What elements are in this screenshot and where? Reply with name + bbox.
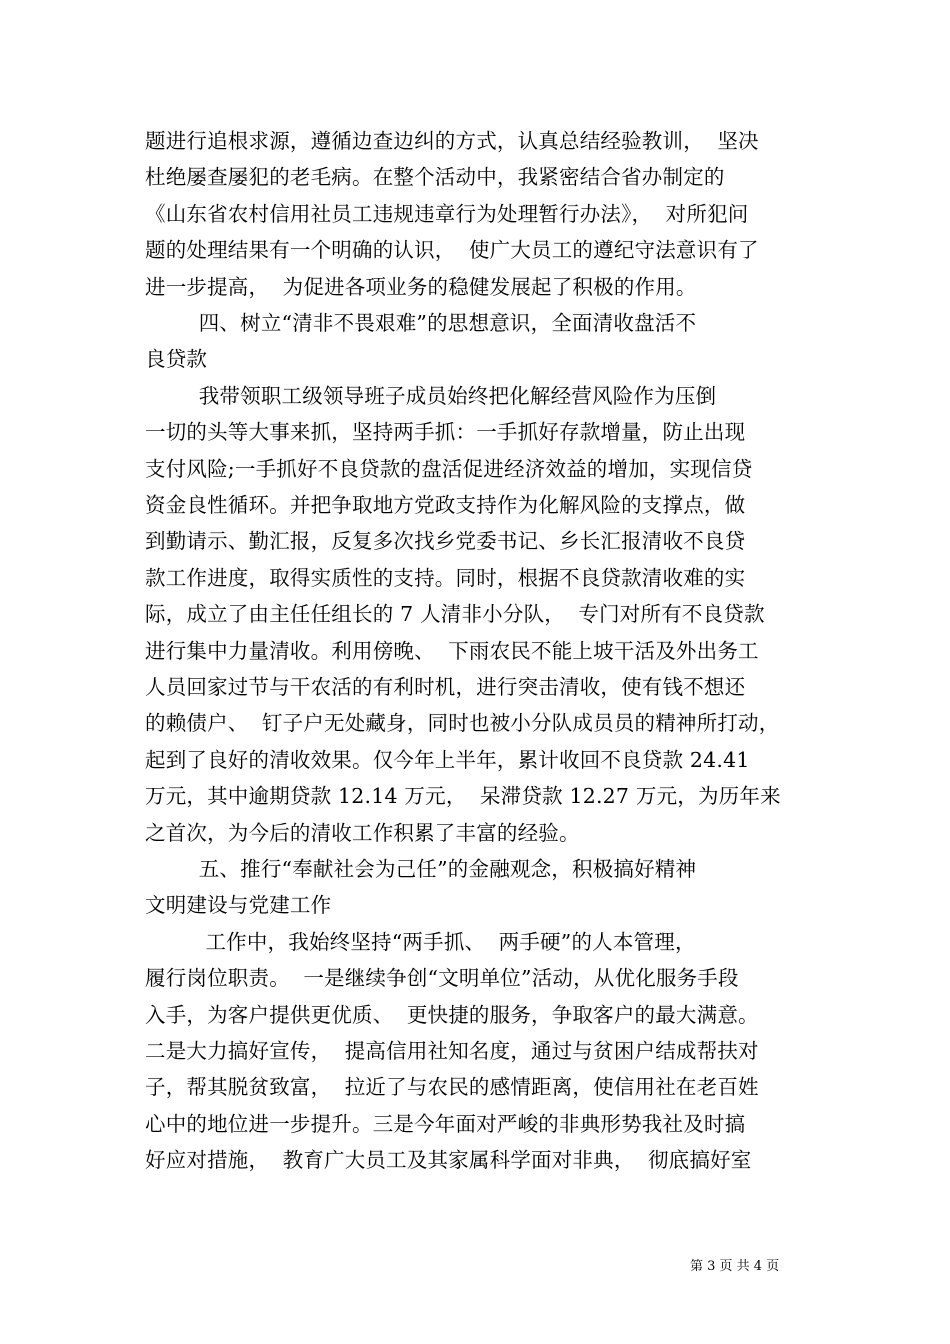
text-line: 文明建设与党建工作 <box>145 893 332 918</box>
text-line: 支付风险;一手抓好不良贷款的盘活促进经济效益的增加，实现信贷 <box>145 456 753 481</box>
text-line: 万元，其中逾期贷款 12.14 万元， 呆滞贷款 12.27 万元，为历年来 <box>145 784 781 809</box>
text-line: 五、推行“奉献社会为己任”的金融观念，积极搞好精神 <box>145 857 697 881</box>
text-line: 之首次，为今后的清收工作积累了丰富的经验。 <box>145 820 580 845</box>
text-line: 良贷款 <box>145 347 208 372</box>
text-line: 心中的地位进一步提升。三是今年面对严峻的非典形势我社及时搞 <box>145 1111 746 1136</box>
text-line: 工作中，我始终坚持“两手抓、 两手硬”的人本管理， <box>145 929 696 954</box>
text-line: 好应对措施， 教育广大员工及其家属科学面对非典， 彻底搞好室 <box>145 1148 752 1173</box>
text-line: 一切的头等大事来抓，坚持两手抓：一手抓好存款增量，防止出现 <box>145 420 746 445</box>
text-line: 子，帮其脱贫致富， 拉近了与农民的感情距离，使信用社在老百姓 <box>145 1075 759 1100</box>
text-line: 题的处理结果有一个明确的认识， 使广大员工的遵纪守法意识有了 <box>145 238 759 263</box>
page-number: 第 3 页 共 4 页 <box>690 1259 780 1274</box>
text-line: 入手，为客户提供更优质、 更快捷的服务，争取客户的最大满意。 <box>145 1002 759 1027</box>
text-line: 《山东省农村信用社员工违规违章行为处理暂行办法》， 对所犯问 <box>145 201 749 226</box>
text-line: 题进行追根求源，遵循边查边纠的方式，认真总结经验教训， 坚决 <box>145 129 759 153</box>
text-line: 进一步提高， 为促进各项业务的稳健发展起了积极的作用。 <box>145 274 697 299</box>
text-line: 杜绝屡查屡犯的老毛病。在整个活动中，我紧密结合省办制定的 <box>145 165 725 190</box>
text-line: 起到了良好的清收效果。仅今年上半年，累计收回不良贷款 24.41 <box>145 747 750 772</box>
text-line: 进行集中力量清收。利用傍晚、 下雨农民不能上坡干活及外出务工 <box>145 638 759 663</box>
text-line: 际，成立了由主任任组长的 7 人清非小分队， 专门对所有不良贷款 <box>145 602 765 627</box>
text-line: 四、树立“清非不畏艰难”的思想意识，全面清收盘活不 <box>145 311 697 335</box>
text-line: 我带领职工级领导班子成员始终把化解经营风险作为压倒 <box>145 383 717 408</box>
text-line: 履行岗位职责。 一是继续争创“文明单位”活动，从优化服务手段 <box>145 966 739 991</box>
text-line: 到勤请示、勤汇报，反复多次找乡党委书记、乡长汇报清收不良贷 <box>145 529 746 554</box>
text-line: 二是大力搞好宣传， 提高信用社知名度，通过与贫困户结成帮扶对 <box>145 1039 759 1063</box>
text-line: 款工作进度，取得实质性的支持。同时，根据不良贷款清收难的实 <box>145 565 746 590</box>
text-line: 资金良性循环。并把争取地方党政支持作为化解风险的支撑点，做 <box>145 493 746 517</box>
text-line: 人员回家过节与干农活的有利时机，进行突击清收，使有钱不想还 <box>145 675 746 699</box>
text-line: 的赖债户、 钉子户无处藏身，同时也被小分队成员员的精神所打动， <box>145 711 780 736</box>
